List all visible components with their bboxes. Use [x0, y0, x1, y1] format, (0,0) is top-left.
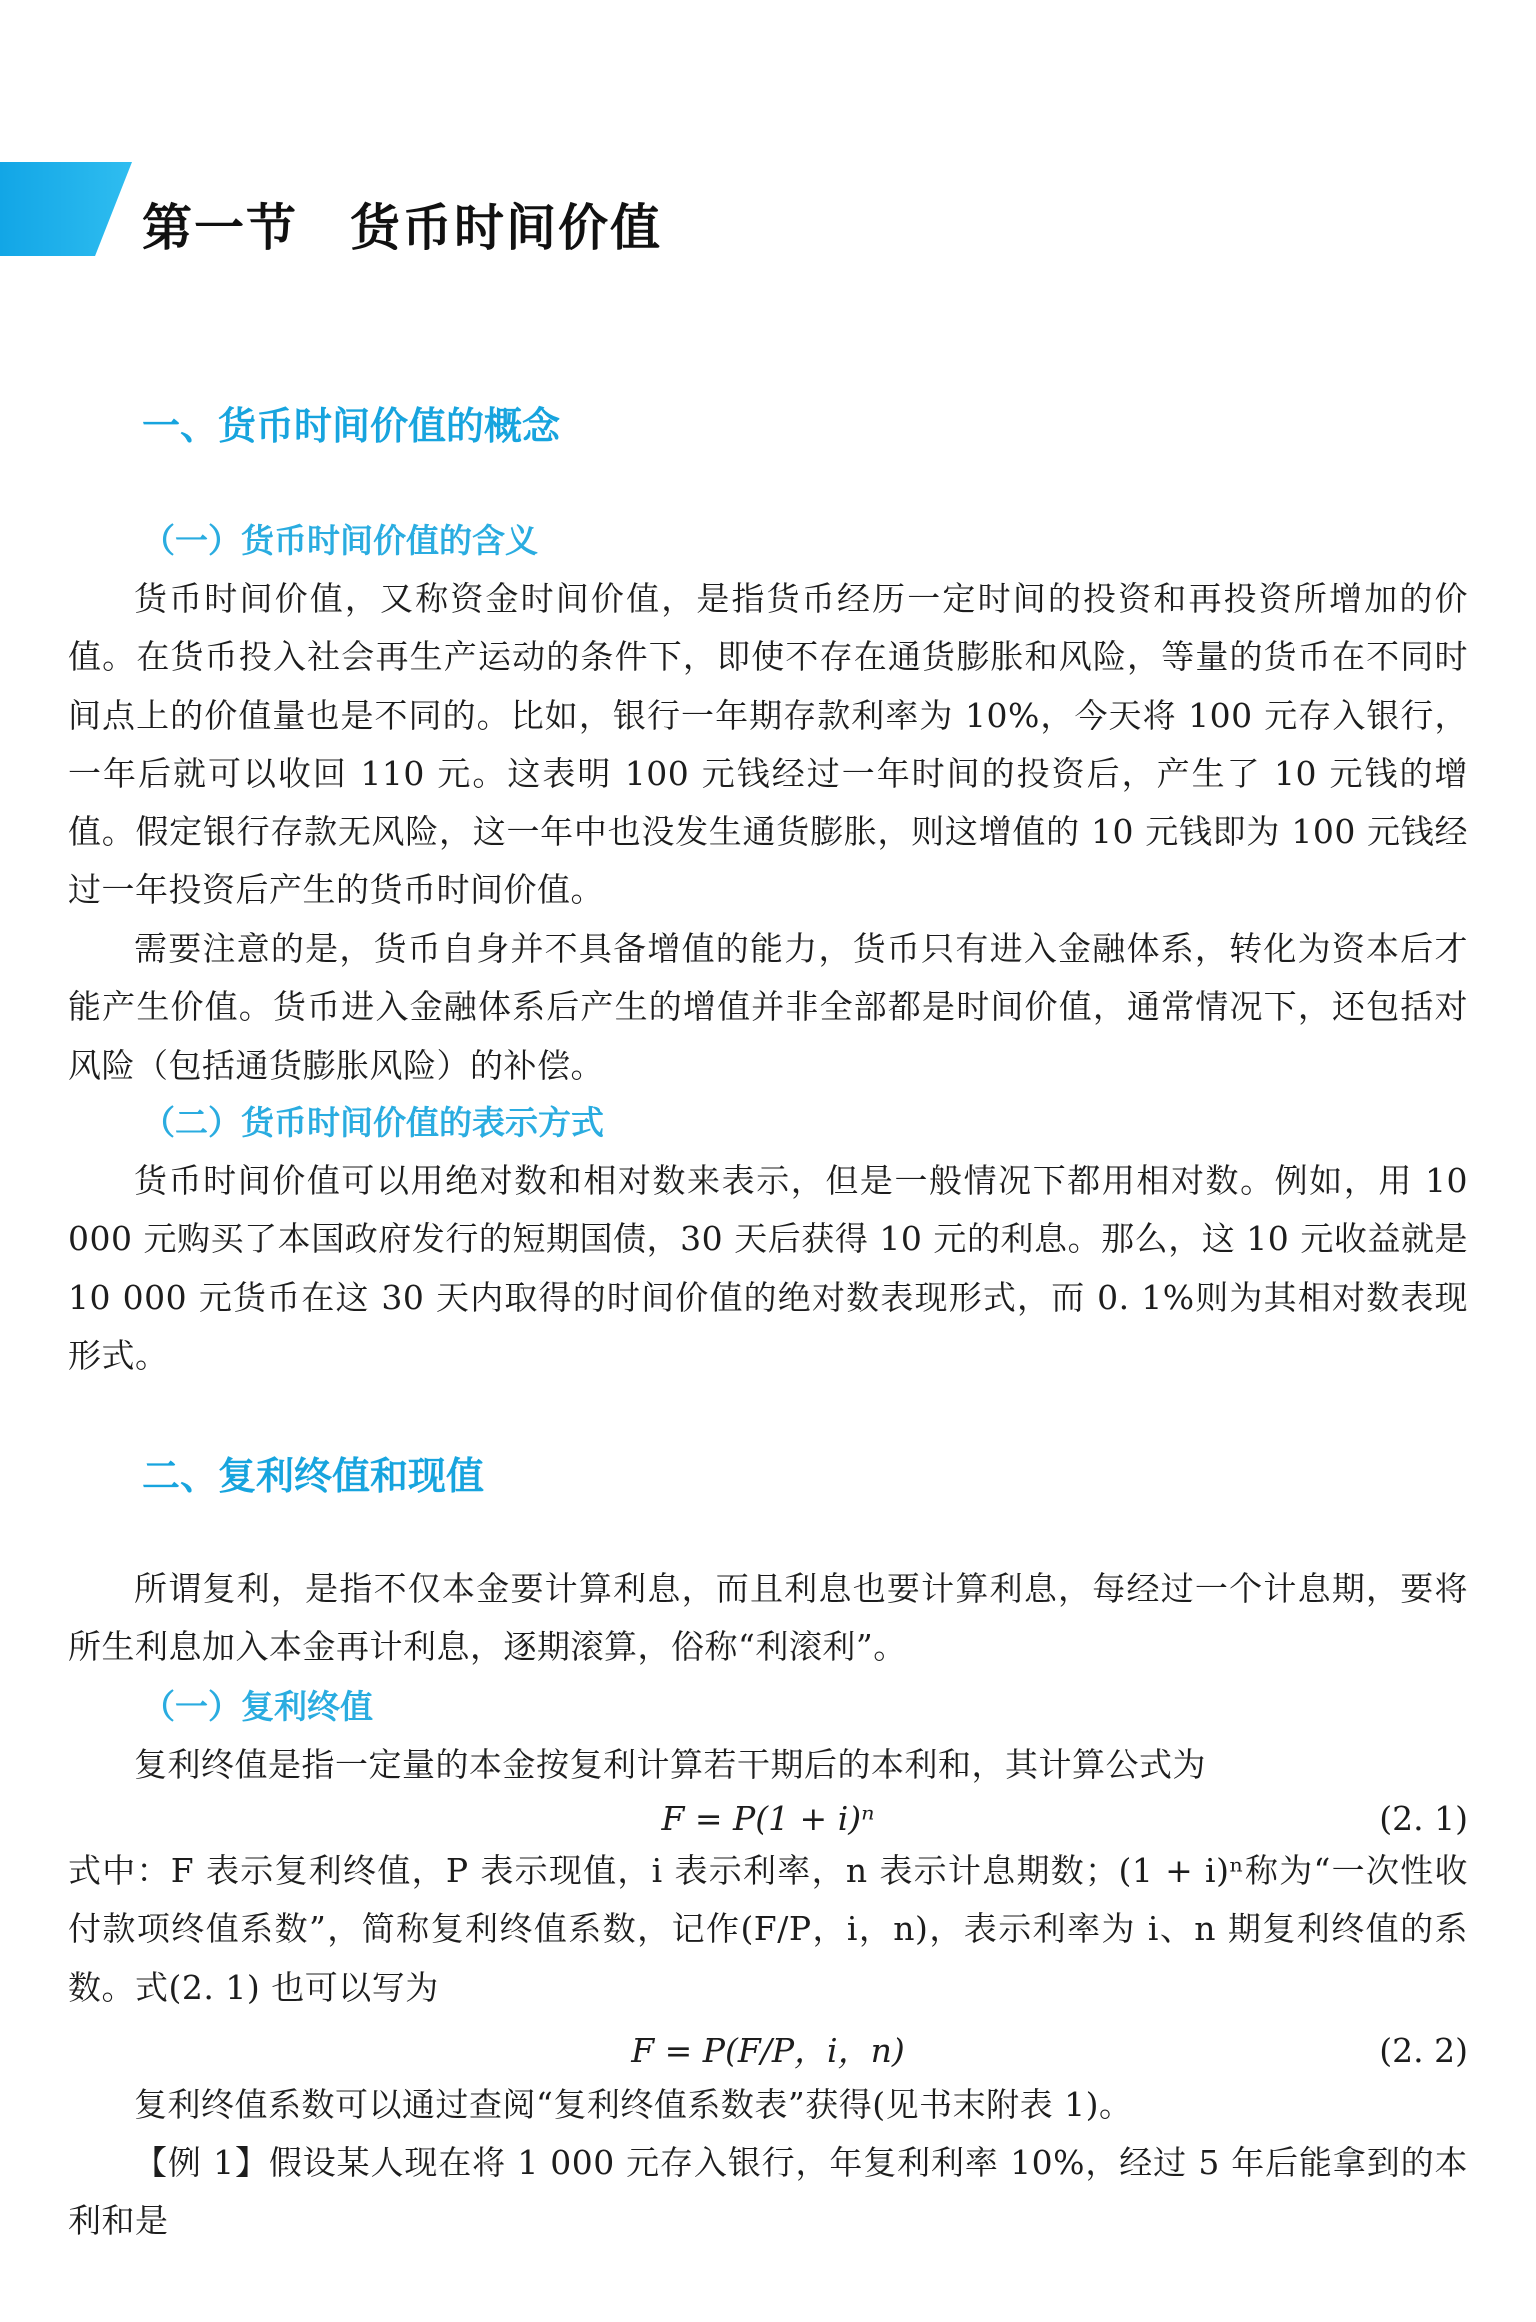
chapter-title: 第一节 货币时间价值: [142, 199, 662, 257]
formula-2-2: [68, 2026, 1468, 2076]
paragraph-time-value-note: 需要注意的是，货币自身并不具备增值的能力，货币只有进入金融体系，转化为资本后才能产生价值。货币进入金融体系后产生的增值并非全部都是时间价值，通常情况下，还包括对风险（包括通货膨胀风险）的补偿。: [68, 929, 1468, 1085]
paragraph-example-1: 【例 1】假设某人现在将 1 000 元存入银行，年复利利率 10%，经过 5 年后能拿到的本利和是: [68, 2143, 1468, 2241]
paragraph-time-value-expression: 货币时间价值可以用绝对数和相对数来表示，但是一般情况下都用相对数。例如，用 10 000 元购买了本国政府发行的短期国债，30 天后获得 10 元的利息。那么，这 10 元收益就是 10 000 元货币在这 30 天内取得的时间价值的绝对数表现形式，而 0. 1%则为其相对数表现形式。: [68, 1161, 1468, 1375]
subsection-1-1-heading: （一）货币时间价值的含义: [142, 521, 538, 560]
paragraph-formula-explanation: 式中：F 表示复利终值，P 表示现值，i 表示利率，n 表示计息期数；(1 + i)ⁿ称为“一次性收付款项终值系数”，简称复利终值系数，记作(F/P，i，n)，表示利率为 i、n 期复利终值的系数。式(2. 1) 也可以写为: [68, 1851, 1468, 2007]
paragraph-compound-interest-intro: 所谓复利，是指不仅本金要计算利息，而且利息也要计算利息，每经过一个计息期，要将所生利息加入本金再计利息，逐期滚算，俗称“利滚利”。: [68, 1569, 1468, 1667]
paragraph-future-value-definition: 复利终值是指一定量的本金按复利计算若干期后的本利和，其计算公式为: [134, 1745, 1206, 1784]
subsection-2-1-heading: （一）复利终值: [142, 1687, 373, 1726]
formula-2-2-number: (2. 2): [1379, 2031, 1468, 2070]
formula-2-2-expression: F = P(F/P，i，n): [631, 2031, 905, 2070]
formula-2-1-expression: F = P(1 + i)ⁿ: [661, 1799, 875, 1838]
paragraph-coefficient-table-note: 复利终值系数可以通过查阅“复利终值系数表”获得(见书末附表 1)。: [134, 2085, 1133, 2124]
formula-2-1: [68, 1794, 1468, 1844]
subsection-1-2-heading: （二）货币时间价值的表示方式: [142, 1103, 604, 1142]
paragraph-time-value-definition: 货币时间价值，又称资金时间价值，是指货币经历一定时间的投资和再投资所增加的价值。在货币投入社会再生产运动的条件下，即使不存在通货膨胀和风险，等量的货币在不同时间点上的价值量也是不同的。比如，银行一年期存款利率为 10%，今天将 100 元存入银行，一年后就可以收回 110 元。这表明 100 元钱经过一年时间的投资后，产生了 10 元钱的增值。假定银行存款无风险，这一年中也没发生通货膨胀，则这增值的 10 元钱即为 100 元钱经过一年投资后产生的货币时间价值。: [68, 579, 1468, 910]
chapter-accent-band: [0, 162, 132, 256]
formula-2-1-number: (2. 1): [1379, 1799, 1468, 1838]
section-2-heading: 二、复利终值和现值: [142, 1454, 485, 1498]
section-1-heading: 一、货币时间价值的概念: [142, 404, 561, 448]
